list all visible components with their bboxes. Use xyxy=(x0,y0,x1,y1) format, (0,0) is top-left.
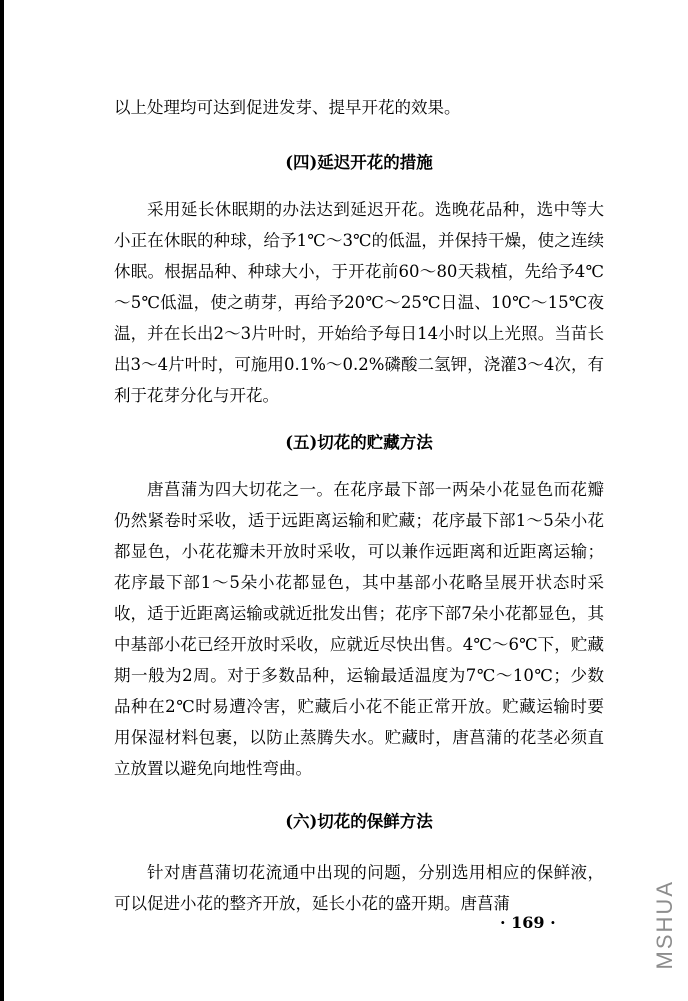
section-6-heading: (六)切花的保鲜方法 xyxy=(285,812,433,831)
page-left-edge xyxy=(0,0,4,1001)
intro-paragraph: 以上处理均可达到促进发芽、提早开花的效果。 xyxy=(114,98,461,117)
page-body xyxy=(114,92,604,919)
section-4-paragraph: 采用延长休眠期的办法达到延迟开花。选晚花品种，选中等大小正在休眠的种球，给予1℃～3℃的低温，并保持干燥，使之连续休眠。根据品种、种球大小，于开花前60～80天栽植，先给予4℃～5℃低温，使之萌芽，再给予20℃～25℃日温、10℃～15℃夜温，并在长出2～3片叶时，开始给予每日14小时以上光照。当苗长出3～4片叶时，可施用0.1%～0.2%磷酸二氢钾，浇灌3～4次，有利于花芽分化与开花。 xyxy=(114,200,604,405)
watermark: MSHUA xyxy=(652,880,677,970)
section-6-paragraph: 针对唐菖蒲切花流通中出现的问题，分别选用相应的保鲜液，可以促进小花的整齐开放，延长小花的盛开期。唐菖蒲 xyxy=(114,863,604,913)
page-number: · 169 · xyxy=(500,913,556,932)
section-5-heading: (五)切花的贮藏方法 xyxy=(285,433,433,452)
section-4-heading: (四)延迟开花的措施 xyxy=(285,153,433,172)
section-5-paragraph: 唐菖蒲为四大切花之一。在花序最下部一两朵小花显色而花瓣仍然紧卷时采收，适于远距离运输和贮藏；花序最下部1～5朵小花都显色，小花花瓣未开放时采收，可以兼作远距离和近距离运输；花序最下部1～5朵小花都显色，其中基部小花略呈展开状态时采收，适于近距离运输或就近批发出售；花序下部7朵小花都显色，其中基部小花已经开放时采收，应就近尽快出售。4℃～6℃下，贮藏期一般为2周。对于多数品种，运输最适温度为7℃～10℃；少数品种在2℃时易遭冷害，贮藏后小花不能正常开放。贮藏运输时要用保湿材料包裹，以防止蒸腾失水。贮藏时，唐菖蒲的花茎必须直立放置以避免向地性弯曲。 xyxy=(114,480,604,778)
